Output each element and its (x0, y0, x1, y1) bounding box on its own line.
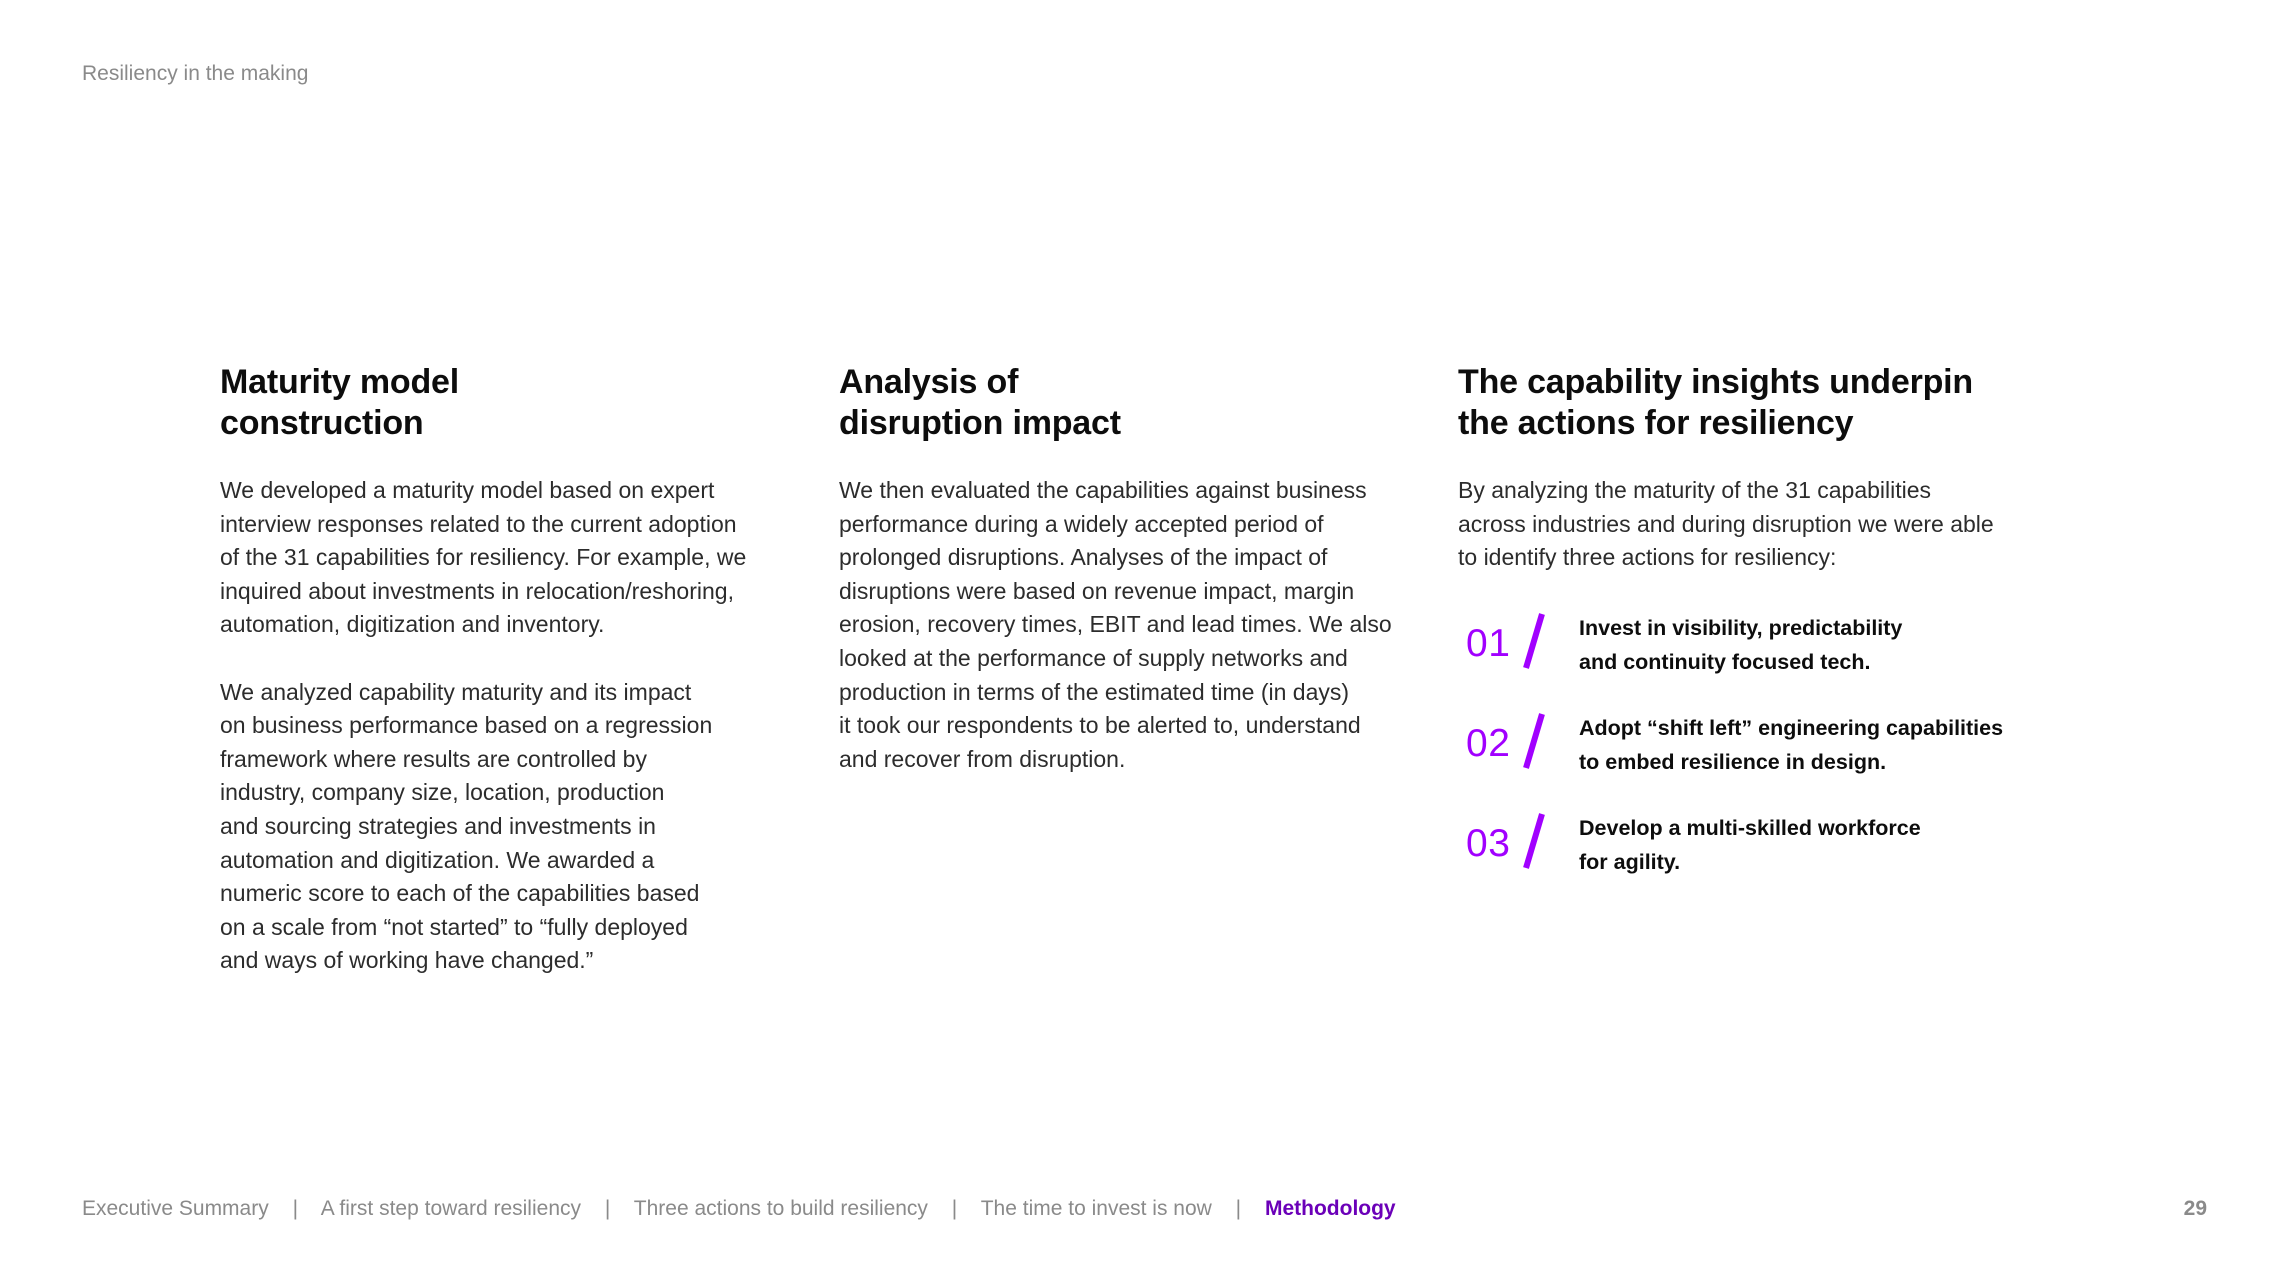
body-line: on business performance based on a regression (220, 712, 713, 739)
body-line: on a scale from “not started” to “fully deployed (220, 913, 688, 940)
nav-link-three-actions[interactable]: Three actions to build resiliency (633, 1197, 928, 1220)
body-paragraph (220, 474, 780, 642)
column-title (220, 362, 780, 444)
action-line: Develop a multi-skilled workforce (1579, 816, 1921, 840)
body-line: production in terms of the estimated time (in days) (839, 678, 1350, 705)
body-paragraph (220, 676, 780, 978)
action-line: and continuity focused tech. (1579, 649, 1871, 674)
body-line: and ways of working have changed.” (220, 947, 594, 974)
nav-separator: | (951, 1197, 958, 1220)
body-line: prolonged disruptions. Analyses of the impact of (839, 544, 1328, 571)
action-text (1579, 712, 2003, 779)
body-line: inquired about investments in relocation/reshoring, (220, 577, 734, 604)
column-title-line: The capability insights underpin (1458, 363, 1973, 401)
action-line: Invest in visibility, predictability (1579, 616, 1903, 640)
body-paragraph (839, 474, 1409, 776)
body-line: and sourcing strategies and investments in (220, 812, 656, 839)
body-line: automation and digitization. We awarded a (220, 846, 655, 873)
column-title-line: construction (220, 404, 424, 442)
body-paragraph (1458, 474, 2058, 575)
body-line: We analyzed capability maturity and its impact (220, 678, 692, 705)
body-line: industry, company size, location, production (220, 779, 665, 806)
body-line: and recover from disruption. (839, 745, 1126, 772)
action-number: 03 (1466, 822, 1511, 865)
body-line: erosion, recovery times, EBIT and lead times. We also (839, 611, 1392, 638)
nav-link-executive-summary[interactable]: Executive Summary (82, 1197, 269, 1220)
page-number: 29 (2183, 1197, 2207, 1220)
action-text (1579, 812, 1921, 879)
column-title (839, 362, 1409, 444)
body-line: framework where results are controlled by (220, 745, 647, 772)
body-line: We then evaluated the capabilities against business (839, 477, 1367, 503)
action-number: 01 (1466, 622, 1511, 665)
column-body (1458, 474, 2058, 575)
column-body (839, 474, 1409, 776)
column-title-line: disruption impact (839, 404, 1121, 442)
footer-navigation (82, 1197, 1396, 1221)
body-line: By analyzing the maturity of the 31 capabilities (1458, 477, 1932, 503)
action-text (1579, 612, 1902, 679)
column-capability-insights (1458, 362, 2058, 874)
body-line: looked at the performance of supply networks and (839, 644, 1348, 671)
column-title (1458, 362, 2058, 444)
action-number: 02 (1466, 722, 1511, 765)
nav-separator: | (292, 1197, 299, 1220)
purple-slash-icon (1520, 612, 1548, 670)
body-line: numeric score to each of the capabilities based (220, 880, 700, 907)
action-line: to embed resilience in design. (1579, 749, 1887, 774)
body-line: it took our respondents to be alerted to, understand (839, 712, 1361, 739)
action-item (1458, 712, 2058, 782)
body-line: automation, digitization and inventory. (220, 611, 605, 638)
column-title-line: the actions for resiliency (1458, 404, 1854, 442)
body-line: across industries and during disruption we were able (1458, 510, 1994, 537)
column-body (220, 474, 780, 978)
action-item (1458, 812, 2058, 882)
nav-link-first-step[interactable]: A first step toward resiliency (320, 1197, 581, 1220)
body-line: performance during a widely accepted period of (839, 510, 1324, 537)
action-line: Adopt “shift left” engineering capabilities (1579, 716, 2004, 740)
purple-slash-icon (1520, 812, 1548, 870)
body-line: interview responses related to the current adoption (220, 510, 737, 537)
nav-link-methodology[interactable]: Methodology (1264, 1197, 1396, 1220)
nav-separator: | (1235, 1197, 1242, 1220)
column-title-line: Maturity model (220, 363, 460, 401)
action-line: for agility. (1579, 849, 1681, 874)
column-maturity-model (220, 362, 780, 978)
column-title-line: Analysis of (839, 363, 1019, 401)
nav-link-time-to-invest[interactable]: The time to invest is now (980, 1197, 1212, 1220)
body-line: We developed a maturity model based on expert (220, 477, 715, 503)
action-item (1458, 612, 2058, 682)
nav-separator: | (604, 1197, 611, 1220)
body-line: to identify three actions for resiliency: (1458, 544, 1837, 571)
column-disruption-impact (839, 362, 1409, 776)
body-line: of the 31 capabilities for resiliency. For example, we (220, 544, 747, 571)
purple-slash-icon (1520, 712, 1548, 770)
body-line: disruptions were based on revenue impact, margin (839, 577, 1355, 604)
running-head: Resiliency in the making (82, 62, 309, 85)
